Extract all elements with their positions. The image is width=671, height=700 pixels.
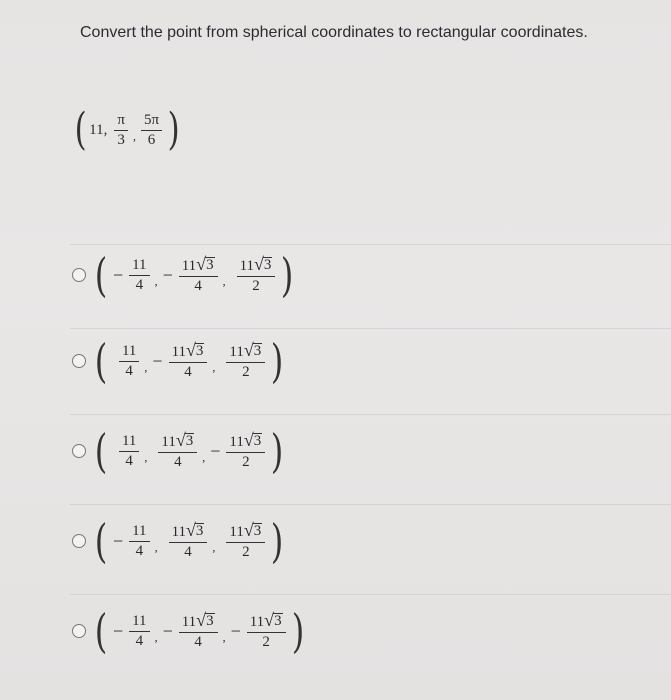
z-radicand: 3: [253, 433, 262, 449]
question-text: Convert the point from spherical coordinates to rectangular coordinates.: [80, 24, 588, 41]
radio-button[interactable]: [72, 624, 86, 638]
sign-z: −: [230, 620, 241, 641]
open-paren: (: [94, 334, 108, 388]
z-denominator: 2: [247, 632, 286, 651]
sqrt-icon: √ 3: [243, 520, 262, 540]
y-fraction: [169, 341, 208, 381]
y-denominator: 4: [179, 632, 218, 651]
x-fraction: [119, 433, 139, 470]
answer-expression: [92, 604, 307, 658]
y-denominator: 4: [158, 452, 197, 471]
y-radicand: 3: [206, 257, 214, 273]
answer-option-d[interactable]: [72, 514, 286, 568]
y-fraction: [169, 521, 208, 561]
y-numerator: [179, 255, 218, 276]
answer-option-a[interactable]: [72, 248, 296, 302]
z-numerator: [226, 431, 265, 452]
close-paren: ): [281, 248, 294, 302]
x-denominator: 4: [119, 361, 139, 380]
sign-y: −: [162, 264, 173, 285]
close-paren: ): [270, 514, 284, 568]
y-radicand: 3: [195, 523, 204, 539]
answer-expression: [92, 514, 286, 568]
answer-option-c[interactable]: [72, 424, 286, 478]
open-paren: (: [94, 248, 108, 302]
open-paren: (: [94, 514, 108, 568]
radio-button[interactable]: [72, 444, 86, 458]
y-denominator: 4: [169, 362, 208, 381]
open-paren: (: [94, 604, 108, 658]
radio-button[interactable]: [72, 268, 86, 282]
x-denominator: 4: [129, 631, 149, 650]
divider: [70, 328, 671, 329]
z-coefficient: 11: [229, 344, 244, 360]
z-coefficient: 11: [229, 524, 244, 540]
z-radicand: 3: [253, 523, 262, 539]
y-numerator: [169, 341, 208, 362]
y-numerator: [158, 431, 197, 452]
divider: [70, 594, 671, 595]
sqrt-icon: √ 3: [243, 430, 262, 450]
sqrt-icon: √ 3: [243, 340, 262, 360]
sign-x: −: [112, 620, 124, 641]
comma: ,: [154, 539, 158, 554]
z-numerator: [226, 521, 265, 542]
close-paren: ): [167, 104, 180, 155]
x-denominator: 4: [119, 451, 139, 470]
x-fraction: [129, 257, 149, 294]
sqrt-icon: √ 3: [196, 254, 214, 274]
z-denominator: 2: [237, 276, 276, 295]
divider: [70, 504, 671, 505]
sign-x: −: [112, 530, 124, 551]
y-radicand: 3: [185, 433, 194, 449]
y-coefficient: 11: [171, 524, 187, 540]
z-fraction: [247, 611, 286, 651]
phi-fraction: [141, 112, 162, 149]
z-coefficient: 11: [249, 614, 265, 630]
x-denominator: 4: [129, 541, 149, 560]
x-numerator: 11: [132, 522, 147, 539]
rho-value: 11,: [89, 121, 108, 138]
y-fraction: [179, 255, 218, 295]
y-numerator: [179, 611, 218, 632]
close-paren: ): [270, 334, 284, 388]
comma: ,: [132, 128, 136, 143]
y-fraction: [179, 611, 218, 651]
z-fraction: [226, 431, 265, 471]
sqrt-icon: √ 3: [264, 610, 282, 630]
comma: ,: [222, 629, 226, 644]
sign-z: −: [210, 440, 221, 461]
comma: ,: [154, 273, 158, 288]
x-fraction: [129, 613, 149, 650]
z-numerator: [237, 255, 276, 276]
sqrt-icon: √ 3: [175, 430, 194, 450]
y-numerator: [169, 521, 208, 542]
z-denominator: 2: [226, 542, 265, 561]
y-denominator: 4: [169, 542, 208, 561]
z-coefficient: 11: [239, 258, 255, 274]
comma: ,: [144, 359, 148, 374]
radio-button[interactable]: [72, 534, 86, 548]
x-fraction: [119, 343, 139, 380]
y-fraction: [158, 431, 197, 471]
y-coefficient: 11: [181, 258, 197, 274]
z-fraction: [226, 341, 265, 381]
y-radicand: 3: [195, 343, 204, 359]
comma: ,: [154, 629, 158, 644]
phi-numerator: 5π: [143, 111, 160, 128]
z-radicand: 3: [274, 613, 282, 629]
comma: ,: [212, 359, 216, 374]
comma: ,: [202, 449, 206, 464]
z-coefficient: 11: [229, 434, 244, 450]
y-coefficient: 11: [171, 344, 187, 360]
answer-expression: [92, 334, 286, 388]
divider: [70, 414, 671, 415]
phi-denominator: 6: [141, 130, 162, 149]
sign-y: −: [152, 350, 163, 371]
comma: ,: [222, 273, 226, 288]
open-paren: (: [94, 424, 108, 478]
close-paren: ): [291, 604, 304, 658]
close-paren: ): [270, 424, 284, 478]
sqrt-icon: √ 3: [186, 520, 204, 540]
z-numerator: [247, 611, 286, 632]
sign-x: −: [112, 264, 124, 285]
z-denominator: 2: [226, 362, 265, 381]
z-denominator: 2: [226, 452, 265, 471]
answer-option-e[interactable]: [72, 604, 307, 658]
x-denominator: 4: [129, 275, 149, 294]
x-numerator: 11: [121, 432, 137, 449]
y-radicand: 3: [206, 613, 214, 629]
sqrt-icon: √ 3: [186, 340, 204, 360]
z-fraction: [226, 521, 265, 561]
sqrt-icon: √ 3: [196, 610, 214, 630]
x-fraction: [129, 523, 149, 560]
theta-fraction: [114, 112, 128, 149]
z-radicand: 3: [253, 343, 262, 359]
theta-numerator: π: [117, 111, 125, 128]
x-numerator: 11: [121, 342, 137, 359]
x-numerator: 11: [132, 256, 147, 273]
z-fraction: [237, 255, 276, 295]
answer-expression: [92, 424, 286, 478]
z-radicand: 3: [263, 257, 272, 273]
divider: [70, 244, 671, 245]
sign-y: −: [162, 620, 173, 641]
x-numerator: 11: [132, 612, 147, 629]
open-paren: (: [74, 104, 87, 155]
y-coefficient: 11: [181, 614, 197, 630]
theta-denominator: 3: [114, 130, 128, 149]
answer-expression: [92, 248, 296, 302]
z-numerator: [226, 341, 265, 362]
sqrt-icon: √ 3: [254, 254, 272, 274]
answer-option-b[interactable]: [72, 334, 286, 388]
y-coefficient: 11: [161, 434, 176, 450]
y-denominator: 4: [179, 276, 218, 295]
comma: ,: [144, 449, 148, 464]
spherical-point: [72, 104, 182, 155]
comma: ,: [212, 539, 216, 554]
radio-button[interactable]: [72, 354, 86, 368]
